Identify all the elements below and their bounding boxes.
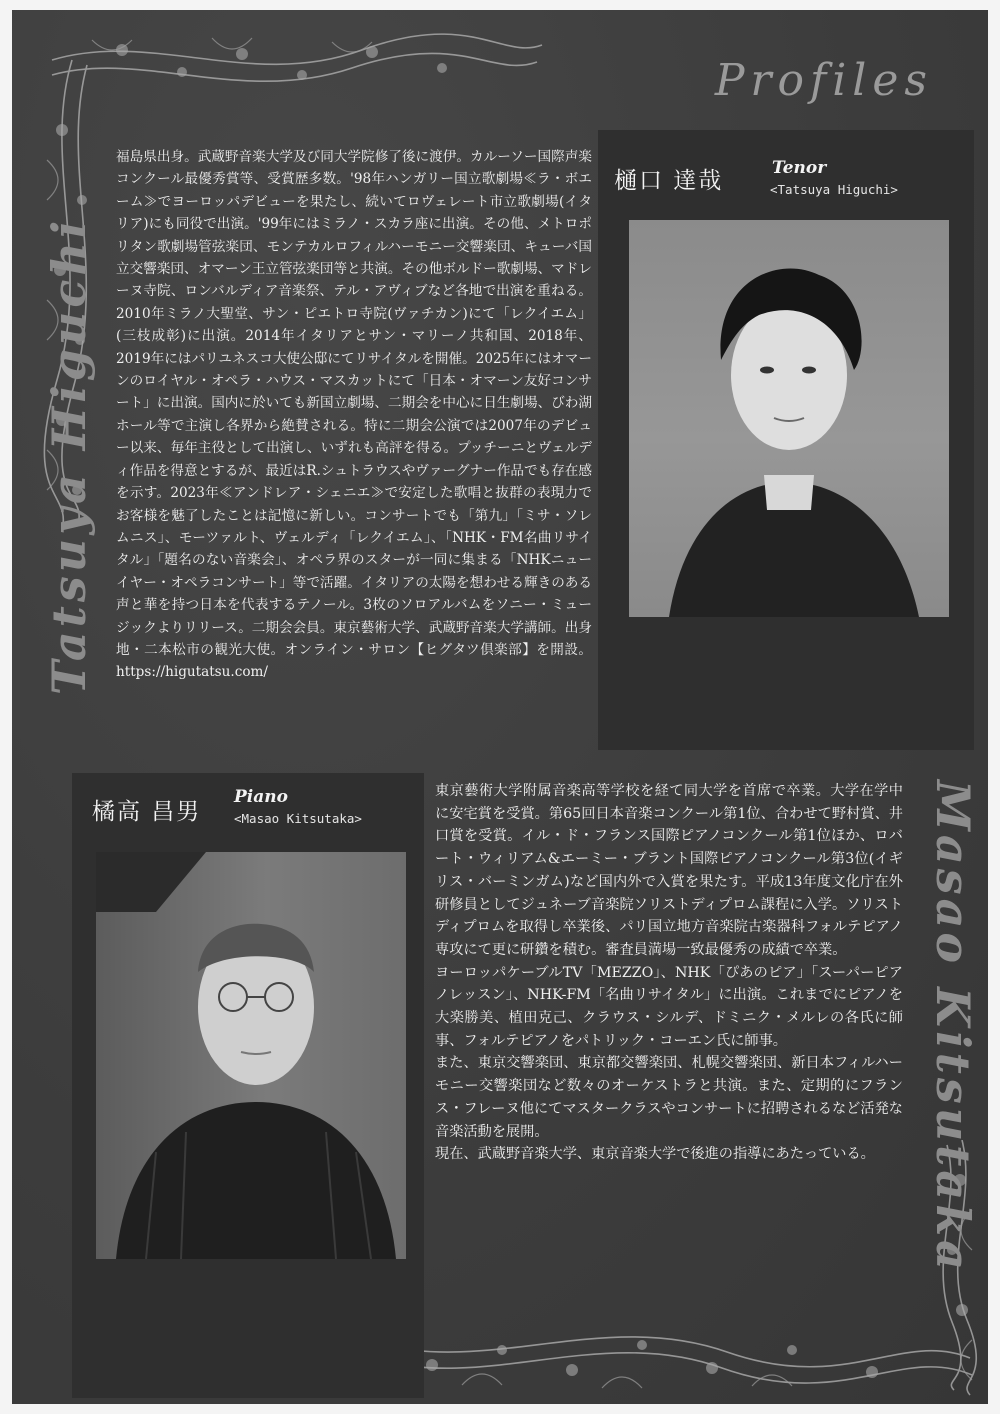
role-piano: Piano xyxy=(234,787,288,807)
section-title: Profiles xyxy=(714,55,933,106)
vertical-name-kitsutaka: Masao Kitsutaka xyxy=(926,780,980,1274)
name-jp-higuchi: 樋口 達哉 xyxy=(614,168,724,194)
portrait-kitsutaka xyxy=(96,852,406,1259)
bio-higuchi: 福島県出身。武蔵野音楽大学及び同大学院修了後に渡伊。カルーソー国際声楽コンクール最優秀賞等、受賞歴多数。'98年ハンガリー国立歌劇場≪ラ・ボエーム≫でヨーロッパデビューを果たし、続いてロヴェレート市立歌劇場(イタリア)にも同役で出演。'99年にはミラノ・スカラ座に出演。その他、メトロポリタン歌劇場管弦楽団、モンテカルロフィルハーモニー交響楽団、キューバ国立交響楽団、オマーン王立管弦楽団等と共演。その他ボルドー歌劇場、マドレーヌ寺院、ロンバルディア音楽祭、テル・アヴィブなど各地で出演を重ねる。2010年ミラノ大聖堂、サン・ピエトロ寺院(ヴァチカン)にて「レクイエム」(三枝成彰)に出演。2014年イタリアとサン・マリーノ共和国、2018年、2019年にはパリユネスコ大使公邸にてリサイタルを開催。2025年にはオマーンのロイヤル・オペラ・ハウス・マスカットにて「日本・オマーン友好コンサート」に出演。国内に於いても新国立劇場、二期会を中心に日生劇場、びわ湖ホール等で主演し各界から絶賛される。特に二期会公演では2007年のデビュー以来、毎年主役として出演し、いずれも高評を得る。プッチーニとヴェルディ作品を得意とするが、最近はR.シュトラウスやヴァーグナー作品でも存在感を示す。2023年≪アンドレア・シェニエ≫で安定した歌唱と抜群の表現力でお客様を魅了したことは記憶に新しい。コンサートでも「第九」「ミサ・ソレムニス」、モーツァルト、ヴェルディ「レクイエム」、「NHK・FM名曲リサイタル」「題名のない音楽会」、オペラ界のスターが一同に集まる「NHKニューイヤー・オペラコンサート」等で活躍。イタリアの太陽を想わせる輝きのある声と華を持つ日本を代表するテノール。3枚のソロアルバムをソニー・ミュージックよりリリース。二期会会員。東京藝術大学、武蔵野音楽大学講師。出身地・二本松市の観光大使。オンライン・サロン【ヒグタツ倶楽部】を開設。 https://higutatsu.com/ xyxy=(116,149,592,681)
bio-kitsutaka: 東京藝術大学附属音楽高等学校を経て同大学を首席で卒業。大学在学中に安宅賞を受賞。第65回日本音楽コンクール第1位、合わせて野村賞、井口賞を受賞。イル・ド・フランス国際ピアノコンクール第1位ほか、ロバート・ウィリアム&エーミー・ブラント国際ピアノコンクール第3位(イギリス・バーミンガム)など国内外で入賞を果たす。平成13年度文化庁在外研修員としてジュネーブ音楽院ソリストディプロム課程に入学。ソリストディプロムを取得し卒業後、パリ国立地方音楽院古楽器科フォルテピアノ専攻にて更に研鑽を積む。審査員満場一致最優秀の成績で卒業。 ヨーロッパケーブルTV「MEZZO」、NHK「ぴあのピア」「スーパーピアノレッスン」、NHK-FM「名曲リサイタル」に出演。これまでにピアノを大楽勝美、植田克己、クラウス・シルデ、ドミニク・メルレの各氏に師事、フォルテピアノをパトリック・コーエン氏に師事。 また、東京交響楽団、東京都交響楽団、札幌交響楽団、新日本フィルハーモニー交響楽団など数々のオーケストラと共演。また、定期的にフランス・フレーヌ他にてマスタークラスやコンサートに招聘されるなど活発な音楽活動を展開。 現在、武蔵野音楽大学、東京音楽大学で後進の指導にあたっている。 xyxy=(435,783,903,1163)
vertical-name-higuchi: Tatsuya Higuchi xyxy=(42,216,96,695)
name-en-kitsutaka: <Masao Kitsutaka> xyxy=(234,811,362,826)
role-tenor: Tenor xyxy=(772,158,827,178)
name-jp-kitsutaka: 橘高 昌男 xyxy=(92,799,202,825)
portrait-higuchi xyxy=(629,220,949,617)
ornament-bottom-right xyxy=(372,1140,982,1404)
profile-sheet xyxy=(12,10,988,1404)
name-en-higuchi: <Tatsuya Higuchi> xyxy=(770,182,898,197)
